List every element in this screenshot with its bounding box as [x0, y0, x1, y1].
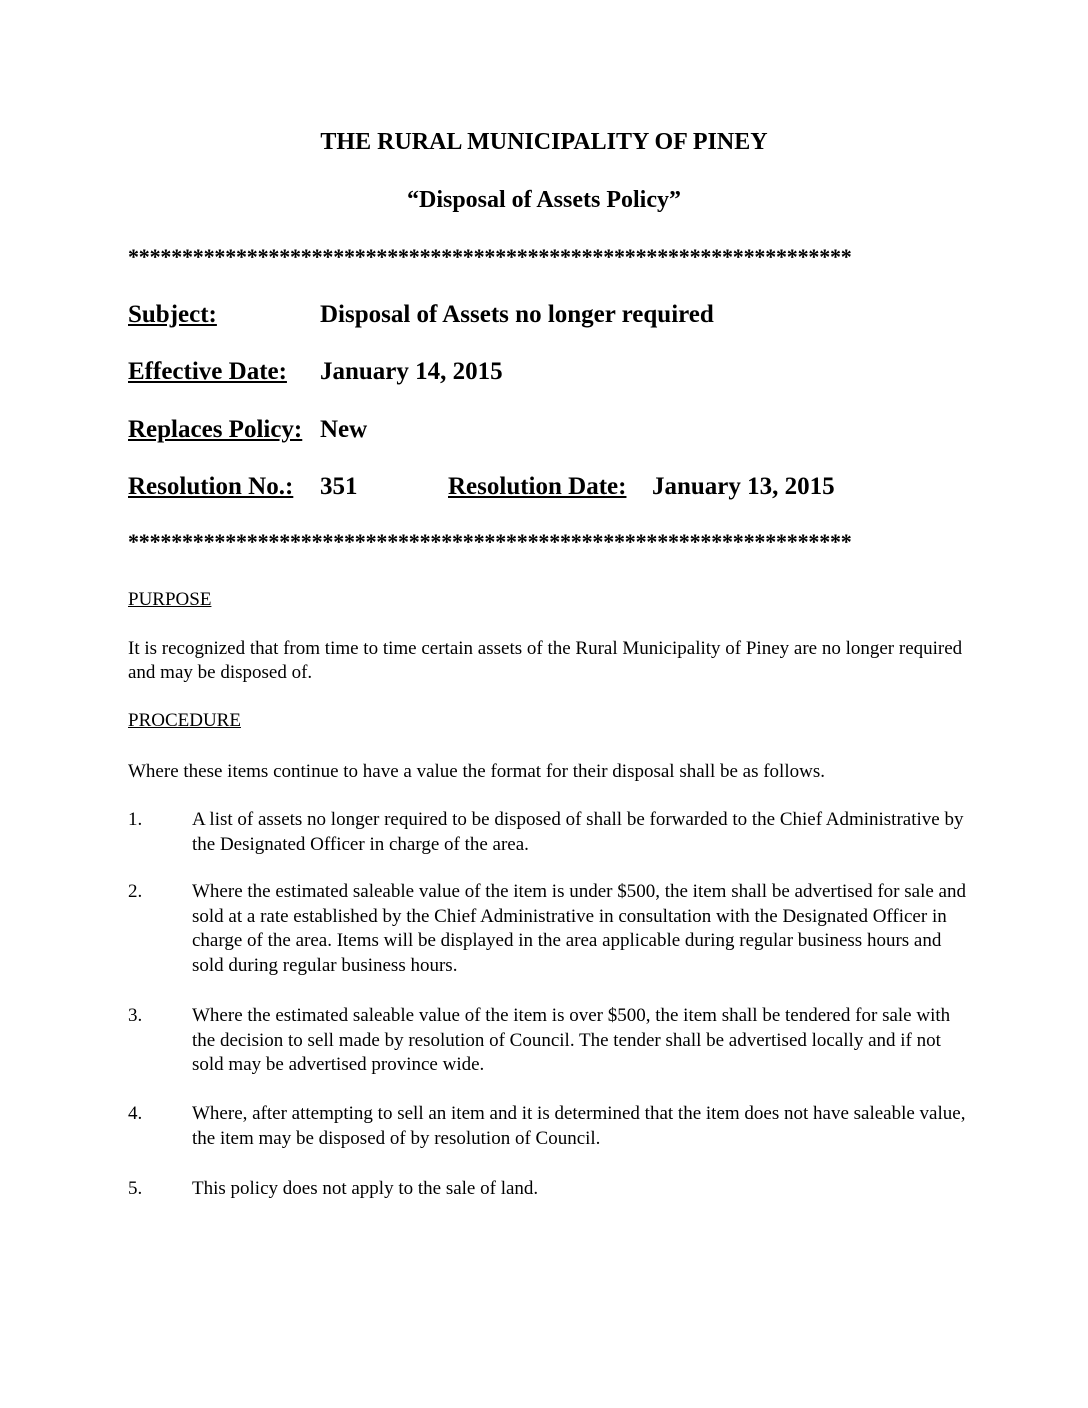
separator-top: *******************************************************************: [128, 245, 852, 269]
subject-label: Subject:: [128, 301, 217, 328]
procedure-item: [128, 1102, 968, 1151]
procedure-item: [128, 880, 968, 978]
item-number: 4.: [128, 1103, 143, 1124]
procedure-heading: PROCEDURE: [128, 710, 241, 731]
procedure-item: [128, 1177, 968, 1202]
replaces-policy-value: New: [320, 416, 368, 443]
item-number: 5.: [128, 1178, 143, 1199]
resolution-date-value: January 13, 2015: [652, 473, 835, 500]
document-subtitle: “Disposal of Assets Policy”: [406, 187, 681, 213]
item-text: Where, after attempting to sell an item and it is determined that the item does not have saleable value, the item may be disposed of by resolution of Council.: [192, 1103, 966, 1149]
item-number: 2.: [128, 881, 143, 902]
effective-date-value: January 14, 2015: [320, 358, 503, 385]
resolution-row: [128, 472, 835, 502]
item-text: A list of assets no longer required to be disposed of shall be forwarded to the Chief Administrative by the Designated Officer in charge of the area.: [192, 809, 964, 855]
subject-value: Disposal of Assets no longer required: [320, 301, 714, 328]
resolution-no-label: Resolution No.:: [128, 473, 294, 500]
effective-date-label: Effective Date:: [128, 358, 287, 385]
procedure-intro: Where these items continue to have a value the format for their disposal shall be as follows.: [128, 761, 825, 782]
replaces-policy-label: Replaces Policy:: [128, 416, 303, 443]
purpose-text: It is recognized that from time to time certain assets of the Rural Municipality of Piney are no longer required and may be disposed of.: [128, 638, 963, 683]
procedure-item: [128, 1004, 968, 1078]
item-text: Where the estimated saleable value of the item is over $500, the item shall be tendered for sale with the decision to sell made by resolution of Council. The tender shall be advertised locally and if not sold may be advertised province wide.: [192, 1005, 951, 1075]
item-text: This policy does not apply to the sale of land.: [192, 1178, 539, 1199]
resolution-no-value: 351: [320, 473, 358, 500]
item-text: Where the estimated saleable value of the item is under $500, the item shall be advertised for sale and sold at a rate established by the Chief Administrative in consultation with the Designated Officer in charge of the area. Items will be displayed in the area applicable during regular business hours and sold during regular business hours.: [192, 881, 966, 976]
subject-row: [128, 300, 714, 330]
item-number: 3.: [128, 1005, 143, 1026]
document-title: THE RURAL MUNICIPALITY OF PINEY: [320, 129, 768, 155]
effective-date-row: [128, 357, 503, 387]
purpose-heading: PURPOSE: [128, 589, 212, 610]
separator-bottom: *******************************************************************: [128, 530, 852, 554]
replaces-policy-row: [128, 415, 368, 445]
procedure-item: [128, 808, 968, 857]
resolution-date-label: Resolution Date:: [448, 473, 627, 500]
item-number: 1.: [128, 809, 143, 830]
